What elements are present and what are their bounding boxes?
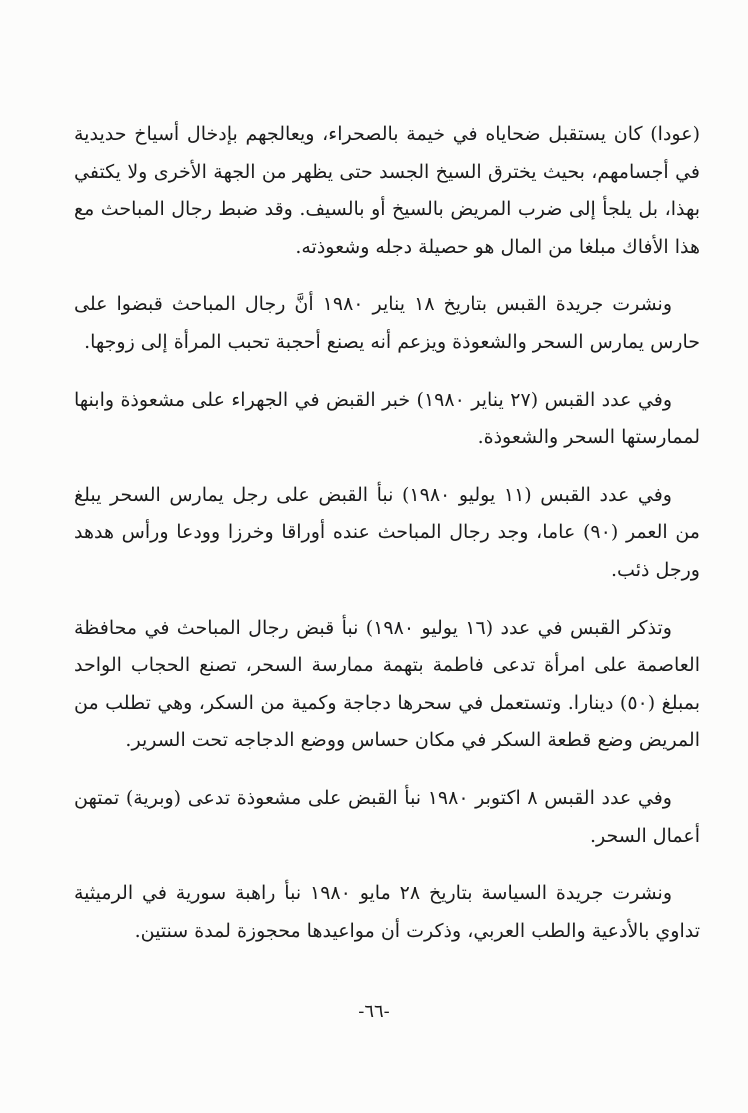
paragraph: (عودا) كان يستقبل ضحاياه في خيمة بالصحراء، ويعالجهم بإدخال أسياخ حديدية في أجسامهم، بحيث يخترق السيخ الجسد حتى يظهر من الجهة الأخرى ولا يكتفي بهذا، بل يلجأ إلى ضرب المريض بالسيخ أو بالسيف. وقد ضبط رجال المباحث مع هذا الأفاك مبلغا من المال هو حصيلة دجله وشعوذته. bbox=[74, 123, 700, 258]
page-number: -٦٦- bbox=[358, 1001, 390, 1022]
paragraph: وفي عدد القبس (٢٧ يناير ١٩٨٠) خبر القبض في الجهراء على مشعوذة وابنها لممارستها السحر والشعوذة. bbox=[74, 388, 700, 449]
paragraph: ونشرت جريدة السياسة بتاريخ ٢٨ مايو ١٩٨٠ نبأ راهبة سورية في الرميثية تداوي بالأدعية والطب العربي، وذكرت أن مواعيدها محجوزة لمدة سنتين. bbox=[74, 882, 700, 942]
paragraph: وفي عدد القبس ٨ اكتوبر ١٩٨٠ نبأ القبض على مشعوذة تدعى (وبرية) تمتهن أعمال السحر. bbox=[74, 786, 700, 847]
body-text bbox=[74, 116, 700, 970]
paragraph: وتذكر القبس في عدد (١٦ يوليو ١٩٨٠) نبأ قبض رجال المباحث في محافظة العاصمة على امرأة تدعى فاطمة بتهمة ممارسة السحر، تصنع الحجاب الواحد بمبلغ (٥٠) دينارا. وتستعمل في سحرها دجاجة وكمية من السكر، وهي تطلب من المريض وضع قطعة السكر في مكان حساس ووضع الدجاجه تحت السرير. bbox=[74, 616, 700, 752]
paragraph: وفي عدد القبس (١١ يوليو ١٩٨٠) نبأ القبض على رجل يمارس السحر يبلغ من العمر (٩٠) عاما، وجد رجال المباحث عنده أوراقا وخرزا وودعا ورأس هدهد ورجل ذئب. bbox=[74, 483, 700, 581]
paragraph: ونشرت جريدة القبس بتاريخ ١٨ يناير ١٩٨٠ أنَّ رجال المباحث قبضوا على حارس يمارس السحر والشعوذة ويزعم أنه يصنع أحجبة تحبب المرأة إلى زوجها. bbox=[74, 293, 700, 353]
